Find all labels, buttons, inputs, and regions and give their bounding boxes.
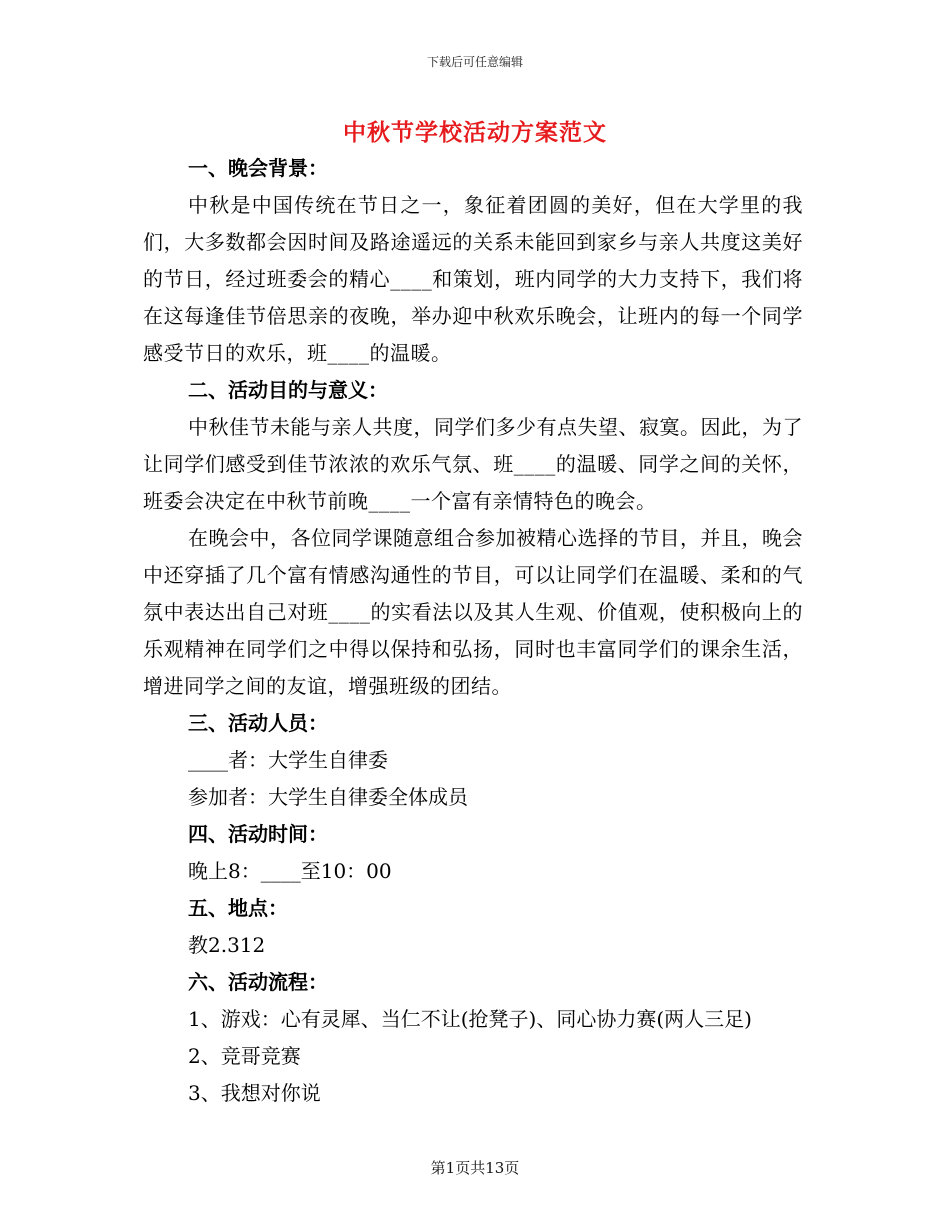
- document-title: 中秋节学校活动方案范文: [343, 119, 607, 146]
- process-item-2: 2、竞哥竞赛: [188, 1044, 301, 1068]
- section-heading-place: 五、地点：: [188, 896, 288, 920]
- section-heading-purpose: 二、活动目的与意义：: [188, 378, 388, 402]
- paragraph-purpose-2: 在晚会中，各位同学课随意组合参加被精心选择的节目，并且，晚会中还穿插了几个富有情感沟通性的节目，可以让同学们在温暖、柔和的气氛中表达出自己对班____的实看法以及其人生观、价值观，使积极向上的乐观精神在同学们之中得以保持和弘扬，同时也丰富同学们的课余生活，增进同学之间的友谊，增强班级的团结。: [143, 526, 803, 698]
- process-item-3: 3、我想对你说: [188, 1081, 321, 1105]
- section-heading-process: 六、活动流程：: [188, 970, 328, 994]
- section-heading-time: 四、活动时间：: [188, 822, 328, 846]
- section-heading-background: 一、晚会背景：: [188, 156, 328, 180]
- paragraph-purpose-1: 中秋佳节未能与亲人共度，同学们多少有点失望、寂寞。因此，为了让同学们感受到佳节浓浓的欢乐气氛、班____的温暖、同学之间的关怀，班委会决定在中秋节前晚____一个富有亲情特色的晚会。: [143, 415, 803, 513]
- section-heading-staff: 三、活动人员：: [188, 711, 328, 735]
- header-note: 下载后可任意编辑: [426, 55, 523, 69]
- page-footer: 第1页共13页: [430, 1159, 520, 1177]
- place-line: 教2.312: [188, 933, 266, 957]
- organizer-line: ____者：大学生自律委: [188, 748, 388, 772]
- paragraph-background: 中秋是中国传统在节日之一，象征着团圆的美好，但在大学里的我们，大多数都会因时间及路途遥远的关系未能回到家乡与亲人共度这美好的节日，经过班委会的精心____和策划，班内同学的大力支持下，我们将在这每逢佳节倍思亲的夜晚，举办迎中秋欢乐晚会，让班内的每一个同学感受节日的欢乐，班____的温暖。: [143, 193, 803, 365]
- time-line: 晚上8：____至10：00: [188, 859, 392, 883]
- document-body: [143, 150, 803, 1112]
- process-item-1: 1、游戏：心有灵犀、当仁不让(抢凳子)、同心协力赛(两人三足): [188, 1007, 752, 1031]
- participants-line: 参加者：大学生自律委全体成员: [188, 785, 468, 809]
